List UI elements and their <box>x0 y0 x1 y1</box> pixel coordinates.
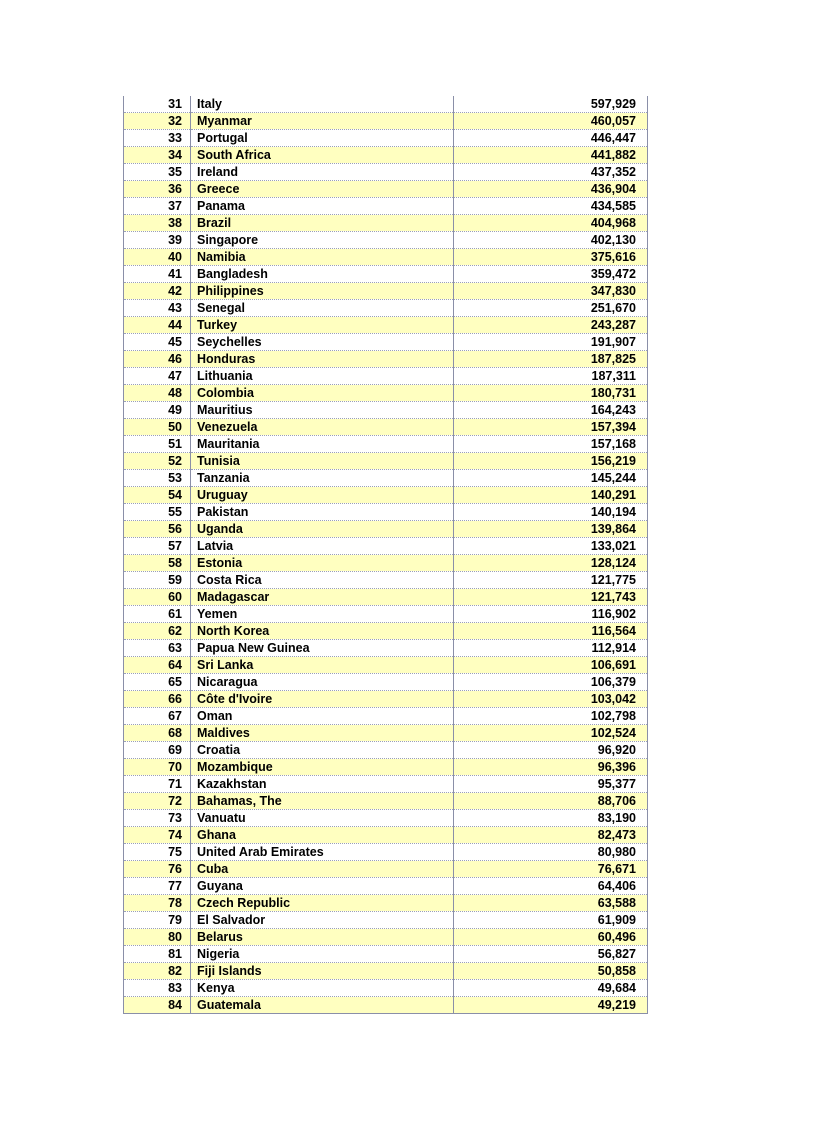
rank-cell: 78 <box>124 895 191 912</box>
value-cell: 441,882 <box>454 147 648 164</box>
country-cell: Côte d'Ivoire <box>191 691 454 708</box>
value-cell: 95,377 <box>454 776 648 793</box>
table-row <box>124 555 648 572</box>
table-row <box>124 385 648 402</box>
table-row <box>124 334 648 351</box>
rank-cell: 83 <box>124 980 191 997</box>
country-cell: Guyana <box>191 878 454 895</box>
value-cell: 404,968 <box>454 215 648 232</box>
value-cell: 103,042 <box>454 691 648 708</box>
value-cell: 121,775 <box>454 572 648 589</box>
rank-cell: 60 <box>124 589 191 606</box>
value-cell: 191,907 <box>454 334 648 351</box>
value-cell: 112,914 <box>454 640 648 657</box>
country-cell: Tunisia <box>191 453 454 470</box>
table-row <box>124 742 648 759</box>
country-cell: Myanmar <box>191 113 454 130</box>
country-cell: Mauritius <box>191 402 454 419</box>
table-row <box>124 963 648 980</box>
country-cell: Tanzania <box>191 470 454 487</box>
value-cell: 49,219 <box>454 997 648 1014</box>
value-cell: 434,585 <box>454 198 648 215</box>
rank-cell: 74 <box>124 827 191 844</box>
value-cell: 106,379 <box>454 674 648 691</box>
rank-cell: 67 <box>124 708 191 725</box>
table-row <box>124 487 648 504</box>
table-row <box>124 929 648 946</box>
country-cell: Seychelles <box>191 334 454 351</box>
country-cell: Greece <box>191 181 454 198</box>
table-row <box>124 725 648 742</box>
country-cell: Kenya <box>191 980 454 997</box>
value-cell: 460,057 <box>454 113 648 130</box>
country-cell: El Salvador <box>191 912 454 929</box>
country-cell: South Africa <box>191 147 454 164</box>
country-cell: Ireland <box>191 164 454 181</box>
table-row <box>124 402 648 419</box>
country-cell: Mozambique <box>191 759 454 776</box>
country-cell: Fiji Islands <box>191 963 454 980</box>
rank-cell: 37 <box>124 198 191 215</box>
country-cell: Bahamas, The <box>191 793 454 810</box>
rank-cell: 41 <box>124 266 191 283</box>
value-cell: 375,616 <box>454 249 648 266</box>
value-cell: 145,244 <box>454 470 648 487</box>
table-row <box>124 623 648 640</box>
rank-cell: 51 <box>124 436 191 453</box>
country-cell: Sri Lanka <box>191 657 454 674</box>
table-row <box>124 810 648 827</box>
country-cell: Turkey <box>191 317 454 334</box>
rank-cell: 82 <box>124 963 191 980</box>
table-row <box>124 691 648 708</box>
country-cell: Croatia <box>191 742 454 759</box>
country-cell: Italy <box>191 96 454 113</box>
value-cell: 88,706 <box>454 793 648 810</box>
value-cell: 164,243 <box>454 402 648 419</box>
country-cell: Belarus <box>191 929 454 946</box>
country-cell: Maldives <box>191 725 454 742</box>
table-row <box>124 181 648 198</box>
rank-cell: 53 <box>124 470 191 487</box>
table-row <box>124 572 648 589</box>
rank-cell: 48 <box>124 385 191 402</box>
table-row <box>124 674 648 691</box>
country-cell: Senegal <box>191 300 454 317</box>
rank-cell: 80 <box>124 929 191 946</box>
rank-cell: 73 <box>124 810 191 827</box>
rank-cell: 42 <box>124 283 191 300</box>
value-cell: 106,691 <box>454 657 648 674</box>
value-cell: 140,291 <box>454 487 648 504</box>
value-cell: 243,287 <box>454 317 648 334</box>
country-cell: Latvia <box>191 538 454 555</box>
rank-cell: 72 <box>124 793 191 810</box>
country-cell: Bangladesh <box>191 266 454 283</box>
rank-cell: 66 <box>124 691 191 708</box>
table-row <box>124 521 648 538</box>
table-row <box>124 878 648 895</box>
country-cell: Ghana <box>191 827 454 844</box>
rank-cell: 84 <box>124 997 191 1014</box>
value-cell: 80,980 <box>454 844 648 861</box>
value-cell: 157,394 <box>454 419 648 436</box>
value-cell: 157,168 <box>454 436 648 453</box>
country-cell: Honduras <box>191 351 454 368</box>
value-cell: 96,920 <box>454 742 648 759</box>
country-cell: Guatemala <box>191 997 454 1014</box>
rank-cell: 50 <box>124 419 191 436</box>
table-row <box>124 776 648 793</box>
table-row <box>124 470 648 487</box>
rank-cell: 32 <box>124 113 191 130</box>
country-cell: North Korea <box>191 623 454 640</box>
country-cell: Estonia <box>191 555 454 572</box>
value-cell: 61,909 <box>454 912 648 929</box>
value-cell: 63,588 <box>454 895 648 912</box>
rank-cell: 55 <box>124 504 191 521</box>
rank-cell: 33 <box>124 130 191 147</box>
table-row <box>124 96 648 113</box>
country-cell: Colombia <box>191 385 454 402</box>
rank-cell: 56 <box>124 521 191 538</box>
table-row <box>124 606 648 623</box>
table-row <box>124 453 648 470</box>
table-row <box>124 215 648 232</box>
value-cell: 116,564 <box>454 623 648 640</box>
table-row <box>124 640 648 657</box>
table-row <box>124 657 648 674</box>
value-cell: 597,929 <box>454 96 648 113</box>
table-row <box>124 147 648 164</box>
value-cell: 121,743 <box>454 589 648 606</box>
table-row <box>124 300 648 317</box>
table-row <box>124 317 648 334</box>
table-row <box>124 351 648 368</box>
rank-cell: 40 <box>124 249 191 266</box>
value-cell: 437,352 <box>454 164 648 181</box>
table-row <box>124 895 648 912</box>
value-cell: 140,194 <box>454 504 648 521</box>
value-cell: 83,190 <box>454 810 648 827</box>
rank-cell: 44 <box>124 317 191 334</box>
table-row <box>124 861 648 878</box>
table-row <box>124 589 648 606</box>
table-row <box>124 912 648 929</box>
value-cell: 50,858 <box>454 963 648 980</box>
country-cell: Venezuela <box>191 419 454 436</box>
country-cell: Kazakhstan <box>191 776 454 793</box>
table-row <box>124 708 648 725</box>
table-row <box>124 997 648 1014</box>
rank-cell: 36 <box>124 181 191 198</box>
rank-cell: 34 <box>124 147 191 164</box>
rank-cell: 58 <box>124 555 191 572</box>
rank-cell: 39 <box>124 232 191 249</box>
rank-cell: 45 <box>124 334 191 351</box>
table-row <box>124 844 648 861</box>
value-cell: 102,524 <box>454 725 648 742</box>
country-cell: Madagascar <box>191 589 454 606</box>
rank-cell: 47 <box>124 368 191 385</box>
country-cell: Oman <box>191 708 454 725</box>
country-cell: Portugal <box>191 130 454 147</box>
rank-cell: 49 <box>124 402 191 419</box>
value-cell: 436,904 <box>454 181 648 198</box>
rank-cell: 62 <box>124 623 191 640</box>
value-cell: 56,827 <box>454 946 648 963</box>
rank-cell: 68 <box>124 725 191 742</box>
rank-cell: 64 <box>124 657 191 674</box>
table-row <box>124 759 648 776</box>
rank-cell: 38 <box>124 215 191 232</box>
value-cell: 156,219 <box>454 453 648 470</box>
country-ranking-table-container <box>123 96 648 1014</box>
rank-cell: 63 <box>124 640 191 657</box>
rank-cell: 65 <box>124 674 191 691</box>
rank-cell: 79 <box>124 912 191 929</box>
table-row <box>124 436 648 453</box>
country-cell: Nicaragua <box>191 674 454 691</box>
value-cell: 102,798 <box>454 708 648 725</box>
country-cell: Uruguay <box>191 487 454 504</box>
country-cell: Pakistan <box>191 504 454 521</box>
value-cell: 82,473 <box>454 827 648 844</box>
table-row <box>124 164 648 181</box>
value-cell: 133,021 <box>454 538 648 555</box>
table-row <box>124 504 648 521</box>
value-cell: 187,311 <box>454 368 648 385</box>
table-row <box>124 980 648 997</box>
value-cell: 180,731 <box>454 385 648 402</box>
value-cell: 347,830 <box>454 283 648 300</box>
value-cell: 139,864 <box>454 521 648 538</box>
rank-cell: 76 <box>124 861 191 878</box>
country-cell: Philippines <box>191 283 454 300</box>
table-row <box>124 113 648 130</box>
table-body <box>124 96 648 1014</box>
country-cell: Czech Republic <box>191 895 454 912</box>
table-row <box>124 793 648 810</box>
table-row <box>124 368 648 385</box>
value-cell: 402,130 <box>454 232 648 249</box>
rank-cell: 81 <box>124 946 191 963</box>
country-cell: Mauritania <box>191 436 454 453</box>
rank-cell: 57 <box>124 538 191 555</box>
country-cell: Cuba <box>191 861 454 878</box>
table-row <box>124 232 648 249</box>
value-cell: 76,671 <box>454 861 648 878</box>
value-cell: 64,406 <box>454 878 648 895</box>
country-ranking-table <box>123 96 648 1014</box>
value-cell: 446,447 <box>454 130 648 147</box>
country-cell: Vanuatu <box>191 810 454 827</box>
rank-cell: 31 <box>124 96 191 113</box>
rank-cell: 35 <box>124 164 191 181</box>
table-row <box>124 419 648 436</box>
country-cell: Namibia <box>191 249 454 266</box>
country-cell: Singapore <box>191 232 454 249</box>
country-cell: Uganda <box>191 521 454 538</box>
rank-cell: 77 <box>124 878 191 895</box>
table-row <box>124 198 648 215</box>
value-cell: 359,472 <box>454 266 648 283</box>
table-row <box>124 827 648 844</box>
rank-cell: 75 <box>124 844 191 861</box>
value-cell: 187,825 <box>454 351 648 368</box>
value-cell: 60,496 <box>454 929 648 946</box>
country-cell: United Arab Emirates <box>191 844 454 861</box>
rank-cell: 52 <box>124 453 191 470</box>
table-row <box>124 538 648 555</box>
rank-cell: 70 <box>124 759 191 776</box>
rank-cell: 46 <box>124 351 191 368</box>
value-cell: 128,124 <box>454 555 648 572</box>
rank-cell: 59 <box>124 572 191 589</box>
table-row <box>124 946 648 963</box>
country-cell: Costa Rica <box>191 572 454 589</box>
table-row <box>124 130 648 147</box>
country-cell: Yemen <box>191 606 454 623</box>
country-cell: Papua New Guinea <box>191 640 454 657</box>
country-cell: Panama <box>191 198 454 215</box>
value-cell: 49,684 <box>454 980 648 997</box>
rank-cell: 54 <box>124 487 191 504</box>
country-cell: Lithuania <box>191 368 454 385</box>
value-cell: 251,670 <box>454 300 648 317</box>
rank-cell: 71 <box>124 776 191 793</box>
country-cell: Brazil <box>191 215 454 232</box>
rank-cell: 61 <box>124 606 191 623</box>
table-row <box>124 283 648 300</box>
rank-cell: 43 <box>124 300 191 317</box>
table-row <box>124 249 648 266</box>
country-cell: Nigeria <box>191 946 454 963</box>
rank-cell: 69 <box>124 742 191 759</box>
value-cell: 116,902 <box>454 606 648 623</box>
value-cell: 96,396 <box>454 759 648 776</box>
table-row <box>124 266 648 283</box>
